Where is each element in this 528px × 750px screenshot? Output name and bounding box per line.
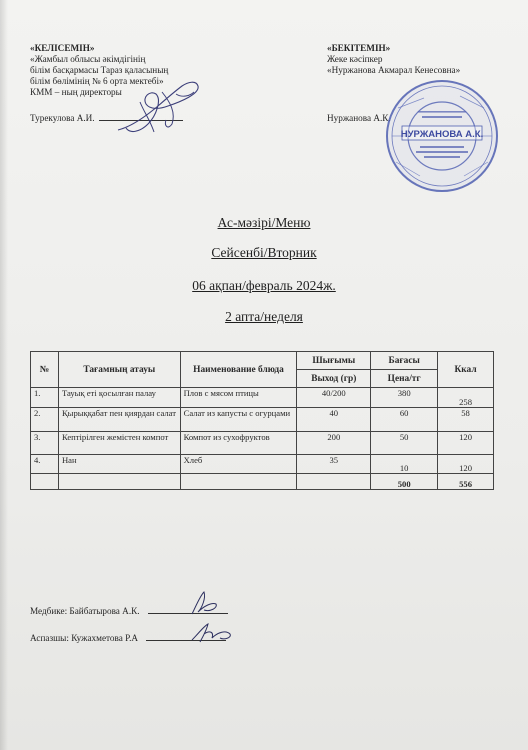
row-kcal: 58 bbox=[438, 408, 494, 432]
table-row bbox=[31, 432, 494, 455]
right-header-title: «БЕКІТЕМІН» bbox=[327, 43, 391, 53]
row-name-ru: Хлеб bbox=[180, 455, 297, 474]
menu-title: Ас-мәзірі/Меню bbox=[217, 215, 311, 230]
row-output: 40/200 bbox=[297, 388, 371, 408]
total-empty-cell bbox=[58, 474, 180, 490]
row-output: 40 bbox=[297, 408, 371, 432]
cook-signature-icon bbox=[184, 618, 244, 648]
row-output: 35 bbox=[297, 455, 371, 474]
left-signature-icon bbox=[110, 72, 205, 142]
menu-table bbox=[30, 351, 494, 490]
header-kcal: Ккал bbox=[438, 352, 494, 388]
date-title: 06 ақпан/февраль 2024ж. bbox=[192, 278, 336, 293]
header-output-ru: Выход (гр) bbox=[297, 370, 371, 388]
row-price: 50 bbox=[371, 432, 438, 455]
row-price: 10 bbox=[371, 455, 438, 474]
right-signer-name: Нуржанова А.К. bbox=[327, 113, 391, 123]
header-num: № bbox=[31, 352, 59, 388]
right-signer bbox=[327, 113, 391, 123]
page-edge-shadow bbox=[0, 0, 8, 750]
approval-block-right bbox=[327, 43, 517, 76]
left-header-line3: білім бөлімінің № 6 орта мектебі» bbox=[30, 76, 164, 86]
left-signer-name: Турекулова А.И. bbox=[30, 113, 95, 123]
table-row bbox=[31, 408, 494, 432]
medic-signature-icon bbox=[186, 588, 226, 620]
row-price: 60 bbox=[371, 408, 438, 432]
row-num: 1. bbox=[31, 388, 59, 408]
company-stamp-icon bbox=[384, 78, 500, 194]
total-empty-cell bbox=[180, 474, 297, 490]
row-num: 4. bbox=[31, 455, 59, 474]
row-name-ru: Плов с мясом птицы bbox=[180, 388, 297, 408]
total-empty-cell bbox=[31, 474, 59, 490]
left-header-line4: КММ – ның директоры bbox=[30, 87, 122, 97]
row-num: 3. bbox=[31, 432, 59, 455]
medic-name: Медбике: Байбатырова А.К. bbox=[30, 606, 140, 616]
cook-name: Аспазшы: Кужахметова Р.А bbox=[30, 633, 138, 643]
left-header-title: «КЕЛІСЕМІН» bbox=[30, 43, 95, 53]
left-header-line1: «Жамбыл облысы әкімдігінің bbox=[30, 54, 146, 64]
row-kcal: 120 bbox=[438, 432, 494, 455]
table-row bbox=[31, 388, 494, 408]
week-title: 2 апта/неделя bbox=[225, 309, 303, 324]
header-price-ru: Цена/тг bbox=[371, 370, 438, 388]
header-price-kz: Бағасы bbox=[371, 352, 438, 370]
row-price: 380 bbox=[371, 388, 438, 408]
row-name-kz: Тауық еті қосылған палау bbox=[58, 388, 180, 408]
row-name-kz: Кептірілген жемістен компот bbox=[58, 432, 180, 455]
table-total-row bbox=[31, 474, 494, 490]
header-name-kz: Тағамның атауы bbox=[58, 352, 180, 388]
total-price: 500 bbox=[371, 474, 438, 490]
table-row bbox=[31, 455, 494, 474]
stamp-center-text: НУРЖАНОВА А.К. bbox=[400, 129, 484, 140]
row-name-ru: Компот из сухофруктов bbox=[180, 432, 297, 455]
row-kcal: 120 bbox=[438, 455, 494, 474]
table-header-row bbox=[31, 352, 494, 370]
row-name-ru: Салат из капусты с огурцами bbox=[180, 408, 297, 432]
row-name-kz: Нан bbox=[58, 455, 180, 474]
row-num: 2. bbox=[31, 408, 59, 432]
right-header-line2: «Нуржанова Акмарал Кенесовна» bbox=[327, 65, 461, 75]
right-header-line1: Жеке кәсіпкер bbox=[327, 54, 383, 64]
row-name-kz: Қырыққабат пен қиярдан салат bbox=[58, 408, 180, 432]
total-kcal: 556 bbox=[438, 474, 494, 490]
header-name-ru: Наименование блюда bbox=[180, 352, 297, 388]
total-empty-cell bbox=[297, 474, 371, 490]
row-kcal: 258 bbox=[438, 388, 494, 408]
left-header-line2: білім басқармасы Тараз қаласының bbox=[30, 65, 169, 75]
row-output: 200 bbox=[297, 432, 371, 455]
day-title: Сейсенбі/Вторник bbox=[211, 245, 317, 260]
header-output-kz: Шығымы bbox=[297, 352, 371, 370]
